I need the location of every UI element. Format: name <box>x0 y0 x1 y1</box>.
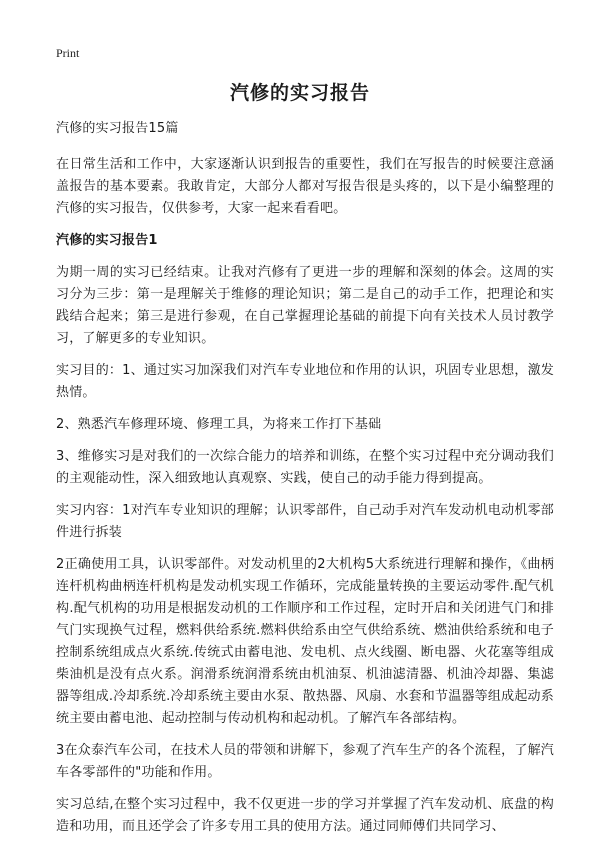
body-paragraph: 实习总结,在整个实习过程中，我不仅更进一步的学习并掌握了汽车发动机、底盘的构造和功用，而且还学会了许多专用工具的使用方法。通过同师傅们共同学习、 <box>56 797 554 834</box>
body-paragraph: 为期一周的实习已经结束。让我对汽修有了更进一步的理解和深刻的体会。这周的实习分为三步：第一是理解关于维修的理论知识；第二是自己的动手工作，把理论和实践结合起来；第三是进行参观，在自己掌握理论基础的前提下向有关技术人员讨教学习，了解更多的专业知识。 <box>56 265 554 346</box>
page-title: 汽修的实习报告 <box>229 82 370 104</box>
article-subtitle: 汽修的实习报告15篇 <box>56 121 179 136</box>
print-link[interactable]: Print <box>56 46 80 60</box>
intro-paragraph: 在日常生活和工作中，大家逐渐认识到报告的重要性，我们在写报告的时候要注意涵盖报告的基本要素。我敢肯定，大部分人都对写报告很是头疼的，以下是小编整理的汽修的实习报告，仅供参考，大家一起来看看吧。 <box>56 157 554 216</box>
article-body <box>56 118 554 848</box>
body-paragraph: 实习目的：1、通过实习加深我们对汽车专业地位和作用的认识，巩固专业思想，激发热情。 <box>56 363 554 400</box>
body-paragraph: 3在众泰汽车公司，在技术人员的带领和讲解下，参观了汽车生产的各个流程，了解汽车各零部件的"功能和作用。 <box>56 743 554 780</box>
body-paragraph: 2正确使用工具，认识零部件。对发动机里的2大机构5大系统进行理解和操作，《曲柄连杆机构曲柄连杆机构是发动机实现工作循环，完成能量转换的主要运动零件.配气机构.配气机构的功用是根据发动机的工作顺序和工作过程，定时开启和关闭进气门和排气门实现换气过程，燃料供给系统.燃料供给系由空气供给系统、燃油供给系统和电子控制系统组成点火系统.传统式由蓄电池、发电机、点火线圈、断电器、火花塞等组成柴油机是没有点火系。润滑系统润滑系统由机油泵、机油滤清器、机油冷却器、集滤器等组成.冷却系统.冷却系统主要由水泵、散热器、风扇、水套和节温器等组成起动系统主要由蓄电池、起动控制与传动机构和起动机。了解汽车各部结构。 <box>56 557 554 726</box>
body-paragraph: 3、维修实习是对我们的一次综合能力的培养和训练，在整个实习过程中充分调动我们的主观能动性，深入细致地认真观察、实践，使自己的动手能力得到提高。 <box>56 449 554 486</box>
body-paragraph: 2、熟悉汽车修理环境、修理工具，为将来工作打下基础 <box>56 417 382 432</box>
section-heading: 汽修的实习报告1 <box>56 233 158 248</box>
body-paragraph: 实习内容：1对汽车专业知识的理解；认识零部件，自己动手对汽车发动机电动机零部件进行拆装 <box>56 503 554 540</box>
